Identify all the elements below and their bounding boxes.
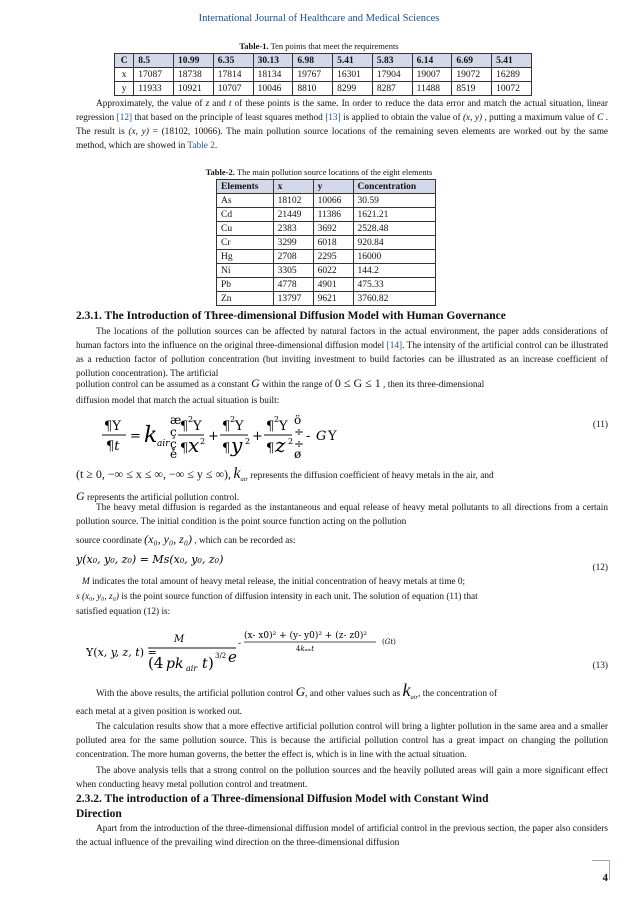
equation-11-number: (11) [592,420,608,430]
equation-13 [86,624,406,674]
text: the principle of least squares method [186,113,323,123]
svg-text:): ) [208,654,214,672]
text: and [212,99,226,109]
text: the value of [416,113,461,123]
paragraph-regression [76,97,608,153]
table1-cell: 8287 [372,82,412,96]
svg-text:Y(x, y, z, t) =: Y(x, y, z, t) = [86,646,157,659]
table1-cell: 16289 [492,68,532,82]
table1-cell: 5.83 [372,54,412,68]
math-conditions: (t ≥ 0, −∞ ≤ x ≤ ∞, −∞ ≤ y ≤ ∞), [76,467,232,481]
svg-text:+: + [252,429,263,444]
text: , the concentration of [418,689,498,699]
table2-cell: 3692 [313,222,353,236]
svg-text:Y: Y [235,419,244,434]
table2-cell: 4778 [273,278,313,292]
svg-text:ö: ö [294,413,302,427]
table1-cell: 5.41 [492,54,532,68]
table2-row [217,278,436,292]
svg-text:k: k [144,423,158,448]
math-range: 0 ≤ G ≤ 1 [334,376,381,390]
table2-cell: 4901 [313,278,353,292]
table1-cell: 10707 [213,82,253,96]
text: The locations of the pollution sources can be affected by natural factors in the actual environment, the paper adds considerations of human factors into the influence on the original three-dimensional diffusion model [76,327,608,351]
svg-text:÷: ÷ [294,437,305,451]
svg-text:2: 2 [200,437,206,446]
text: , putting a maximum value of [484,113,595,123]
math-G: G [76,488,85,503]
citation-link[interactable]: [12] [116,113,133,123]
svg-text:2: 2 [274,415,280,424]
math-k: k [402,680,411,700]
table2-cell: 1621.21 [353,208,435,222]
svg-text:2: 2 [245,437,251,446]
text: satisfied equation (12) is: [76,607,171,617]
text: , which can be recorded as: [194,536,296,546]
svg-text:pk: pk [166,656,184,672]
text: indicates the total amount of heavy metal release, the initial concentration of heavy metals at time 0; [92,577,466,587]
corner-rule [592,860,610,861]
svg-text:¶: ¶ [266,419,275,434]
text: actual situation, linear regression [76,99,609,123]
table1-cell: 6.69 [452,54,492,68]
table1-cell: 8299 [333,82,373,96]
svg-text:¶: ¶ [222,441,231,456]
svg-text:ç: ç [170,425,177,439]
table2-cell: Ni [217,264,274,278]
table2-row [217,194,436,208]
math-k-subscript: air [240,475,249,483]
page-number: 4 [602,872,608,884]
table2-column-header: Concentration [353,180,435,194]
equation-12 [76,549,296,569]
table1-cell: 19007 [412,68,452,82]
equation-13-number: (13) [592,661,608,671]
table2-row [217,236,436,250]
math-G: G [251,376,260,390]
math-t: t [228,99,232,109]
text: within the range of [262,380,333,390]
svg-text:÷: ÷ [294,425,305,439]
text: = (18102, 10066). The main pollution [152,127,301,137]
svg-text:(Gt): (Gt) [382,638,396,646]
text: of these points is the same. In order to reduce the data error and match the [234,99,522,109]
table1-row [115,68,532,82]
table2-cell: 2708 [273,250,313,264]
table2-cell: 6022 [313,264,353,278]
table2-column-header: y [313,180,353,194]
table2-cell: Cr [217,236,274,250]
table1-cell: 6.14 [412,54,452,68]
svg-text:Y: Y [279,419,288,434]
table2-caption-label: Table-2. [205,167,235,177]
table2-cell: Cu [217,222,274,236]
math-M: M [82,577,90,587]
svg-text:air: air [186,664,198,673]
table2-cell: 30.59 [353,194,435,208]
svg-text:3/2: 3/2 [215,652,227,660]
table1-cell: 10921 [174,82,214,96]
table2-row [217,222,436,236]
paragraph-release-amount [76,575,608,620]
table1-cell: 8810 [293,82,333,96]
paragraph-eq11-conditions [76,466,608,506]
table1-cell: 30.13 [253,54,293,68]
math-xy: (x, y) [128,127,149,137]
table2-cell: As [217,194,274,208]
citation-link[interactable]: [13] [325,113,341,123]
svg-text:y: y [231,433,243,457]
table2-cell: 2528.48 [353,222,435,236]
paragraph-results [76,680,608,720]
svg-text:y(x₀, y₀, z₀) = Ms(x₀, y₀, z₀): y(x₀, y₀, z₀) = Ms(x₀, y₀, z₀) [76,553,224,566]
table2-cell: 13797 [273,292,313,306]
svg-text:=: = [130,429,141,444]
section-title-231: 2.3.1. The Introduction of Three-dimensional Diffusion Model with Human Governance [76,310,506,322]
text: represents the artificial pollution control. [87,492,240,503]
table1-cell: 19072 [452,68,492,82]
svg-text:¶: ¶ [180,441,189,456]
journal-header: International Journal of Healthcare and Medical Sciences [198,13,440,24]
svg-text:ç: ç [170,437,177,451]
table2-cell: 475.33 [353,278,435,292]
table1-cell: 18738 [174,68,214,82]
svg-text:+: + [208,429,219,444]
svg-text:¶: ¶ [222,419,231,434]
svg-text:2: 2 [188,415,194,424]
math-k: k [233,465,241,482]
svg-text:æ: æ [170,413,182,427]
table1-row [115,82,532,96]
table1-caption-text: Ten points that meet the requirements [270,41,399,51]
table2-row [217,250,436,264]
svg-text:è: è [170,447,178,461]
math-k-subscript: air [410,693,419,701]
svg-text:-: - [306,429,311,444]
table1-caption [0,41,638,51]
table1-row-header: y [115,82,134,96]
svg-text:x: x [188,433,200,457]
table2-cell: Pb [217,278,274,292]
table1-cell: 17904 [372,68,412,82]
svg-text:2: 2 [288,437,294,446]
math-xy: (x, y) [462,113,483,123]
table-ref-link[interactable]: Table 2 [187,141,215,151]
table2-cell: 144.2 [353,264,435,278]
math-source-coordinate: (x₀, y₀, z₀) [144,532,192,546]
text: With the above results, the artificial pollution control [96,689,294,699]
svg-text:¶: ¶ [266,441,275,456]
table2-row [217,292,436,306]
table1-cell: 19767 [293,68,333,82]
table1-cell: 11933 [134,82,174,96]
table2-cell: 16000 [353,250,435,264]
table2-column-header: x [273,180,313,194]
table2-cell: 3299 [273,236,313,250]
table2-header-row [217,180,436,194]
text: . The intensity of the artificial control can be illustrated as a reduction factor of pollution concentration (but inviting investment to build factories can be illustrated as an increase coefficient of pollution concentration). The artificial [76,341,609,379]
table2-cell: Hg [217,250,274,264]
table2-cell: 9621 [313,292,353,306]
paragraph-231-control [76,375,608,409]
table2-cell: Cd [217,208,274,222]
table2-cell: Zn [217,292,274,306]
text: diffusion model that match the actual situation is built: [76,396,280,406]
svg-text:ø: ø [294,447,302,461]
equation-12-number: (12) [592,563,608,573]
text: source locations of the remaining seven elements are worked out by the same method, which are showed in [76,127,609,151]
text: represents the diffusion coefficient of heavy metals in the air, and [250,471,494,481]
text: that based on [134,113,184,123]
text: pollution control can be assumed as a constant [76,380,249,390]
section-title-line: 2.3.2. The introduction of a Three-dimensional Diffusion Model with Constant Wind [76,793,489,805]
svg-text:¶: ¶ [180,419,189,434]
table2 [216,179,436,306]
text: is the point source function of diffusion intensity in each unit. The solution of equation (11) that [121,592,478,602]
svg-text:M: M [174,634,185,645]
table1 [114,53,532,96]
svg-text:(x- x0)² + (y- y0)² + (z- z0)²: (x- x0)² + (y- y0)² + (z- z0)² [244,631,367,641]
table1-row [115,54,532,68]
table2-caption-text: The main pollution source locations of the eight elements [236,167,433,177]
table1-cell: 5.41 [333,54,373,68]
table1-row-header: x [115,68,134,82]
paragraph-analysis: The above analysis tells that a strong control on the pollution sources and the heavily polluted areas will gain a more significant effect when conducting heavy metal pollution control and treatment. [76,766,608,790]
text: each metal at a given position is worked out. [76,706,243,717]
text: , and other values such as [305,689,401,699]
paragraph-231-intro [76,325,608,381]
table1-cell: 11488 [412,82,452,96]
table1-cell: 8519 [452,82,492,96]
table2-cell: 18102 [273,194,313,208]
svg-text:Y: Y [193,419,202,434]
text: is applied to obtain [343,113,415,123]
table1-cell: 10072 [492,82,532,96]
table2-cell: 6018 [313,236,353,250]
svg-text:(4: (4 [148,654,164,672]
paragraph-232-intro: Apart from the introduction of the three-dimensional diffusion model of artificial control in the previous section, the paper also considers the actual influence of the prevailing wind direction on the three-dimensional diffusion [76,824,608,848]
table2-row [217,208,436,222]
paragraph-source-coord [76,531,608,549]
svg-text:e: e [228,648,237,666]
table1-cell: 10.99 [174,54,214,68]
svg-text:¶Y: ¶Y [104,419,121,434]
section-title-232 [76,792,608,822]
svg-text:4kₐᵢᵣt: 4kₐᵢᵣt [296,645,315,653]
paragraph-diffusion-source [76,501,608,529]
table2-cell: 2383 [273,222,313,236]
math-C: C [597,113,604,123]
text: , then its three-dimensional [383,380,485,390]
table2-column-header: Elements [217,180,274,194]
table2-cell: 3305 [273,264,313,278]
table1-cell: 16301 [333,68,373,82]
section-title-line: Direction [76,808,122,820]
table1-cell: 6.98 [293,54,333,68]
svg-text:z: z [275,433,286,457]
table1-caption-label: Table-1. [239,41,269,51]
svg-text:t: t [202,656,208,672]
math-G: G [295,684,306,699]
table1-cell: 10046 [253,82,293,96]
svg-text:G: G [316,429,327,444]
svg-text:air: air [157,439,170,449]
equation-11 [100,410,400,462]
math-s: s (x₀, y₀, z₀) [76,592,119,602]
table2-cell: 10066 [313,194,353,208]
table2-row [217,264,436,278]
table1-cell: 17814 [213,68,253,82]
table1-cell: 17087 [134,68,174,82]
table2-cell: 3760.82 [353,292,435,306]
table2-cell: 2295 [313,250,353,264]
table2-cell: 21449 [273,208,313,222]
citation-link[interactable]: [14] [386,341,403,351]
table2-caption [0,167,638,177]
table2-cell: 920.84 [353,236,435,250]
table1-cell: 18134 [253,68,293,82]
table2-cell: 11386 [313,208,353,222]
table1-row-header: C [115,54,134,68]
text: . The result is [76,113,608,137]
svg-text:-: - [238,639,242,649]
text: source coordinate [76,536,142,546]
svg-text:¶t: ¶t [106,439,120,454]
text: . [214,141,218,151]
text: Approximately, the value of [96,99,203,109]
paragraph-calculation: The calculation results show that a more effective artificial pollution control will bring a lighter pollution in the same area and a smaller polluted area for the same pollution source. This is because the artificial pollution control has a great impact on changing the pollution concentration. The more human governs, the better the effect is, which is in line with the actual situation. [76,722,608,760]
table1-cell: 8.5 [134,54,174,68]
svg-text:Y: Y [328,429,337,444]
table1-cell: 6.35 [213,54,253,68]
svg-text:2: 2 [230,415,236,424]
math-z: z [205,99,210,109]
text: The heavy metal diffusion is regarded as the instantaneous and equal release of heavy metal pollutants to all directions from a certain pollution source. The initial condition is the point source function acting on the pollution [76,503,608,527]
corner-rule [609,860,610,880]
